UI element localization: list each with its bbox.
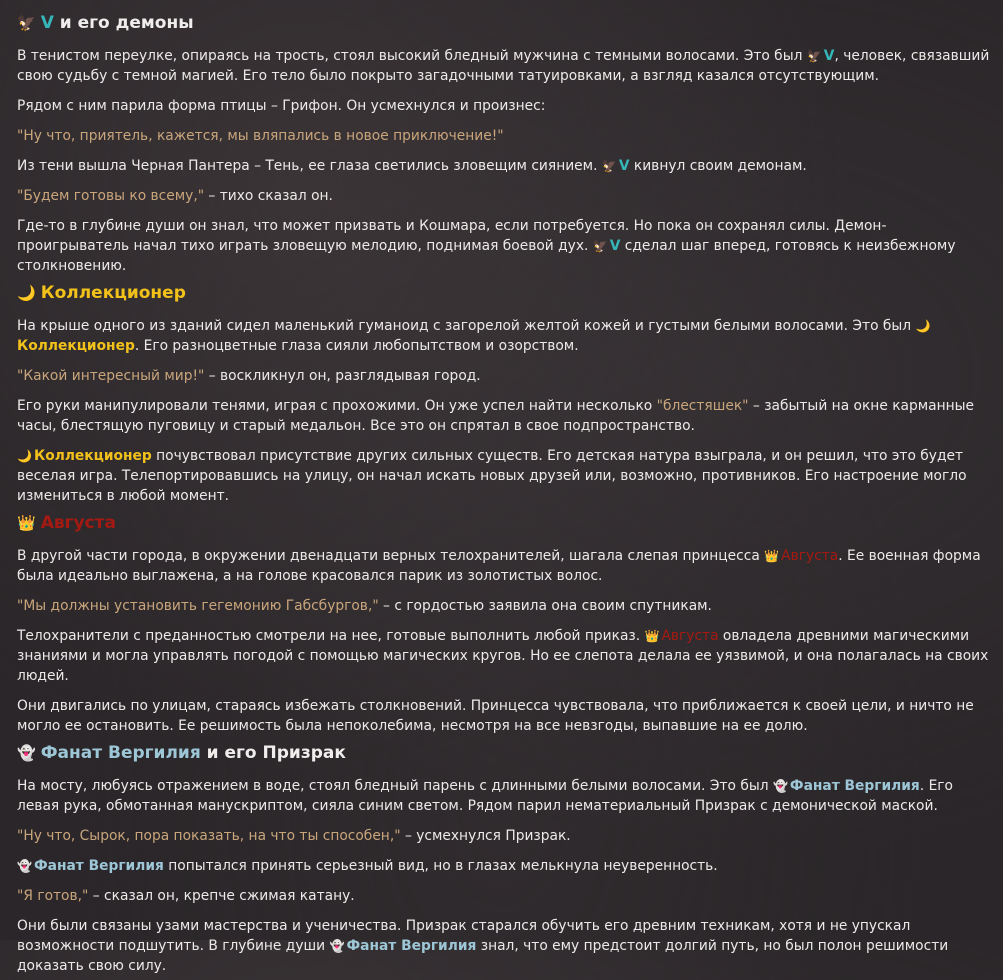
character-name: Августа <box>781 548 839 564</box>
narrative-text: – с гордостью заявила она своим спутникам. <box>378 598 712 614</box>
paragraph-gap <box>17 586 993 596</box>
ghost-icon: 👻 <box>17 859 32 873</box>
crescent-moon-icon: 🌙 <box>17 449 32 463</box>
paragraph-gap <box>17 906 993 916</box>
narrative-text: , человек, связавший свою судьбу с темной магией. Его тело было покрыто загадочными татуировками, а взгляд казался отсутствующим. <box>17 48 990 84</box>
crescent-moon-icon: 🌙 <box>17 284 36 302</box>
narrative-text: На крыше одного из зданий сидел маленький гуманоид с загорелой желтой кожей и густыми белыми волосами. Это был <box>17 318 916 334</box>
paragraph-gap <box>17 846 993 856</box>
narrative-text: . Его разноцветные глаза сияли любопытством и озорством. <box>134 338 579 354</box>
paragraph-gap <box>17 436 993 446</box>
section-heading-name: Августа <box>40 513 116 533</box>
paragraph-gap <box>17 86 993 96</box>
narrative-text: Рядом с ним парила форма птицы – Грифон. Он усмехнулся и произнес: <box>17 98 546 114</box>
character-name: V <box>823 48 835 64</box>
paragraph-gap <box>17 876 993 886</box>
story-paragraph <box>17 366 993 386</box>
story-paragraph <box>17 776 993 816</box>
section-heading <box>17 740 993 766</box>
narrative-text: Его руки манипулировали тенями, играя с прохожими. Он уже успел найти несколько <box>17 398 657 414</box>
paragraph-gap <box>17 386 993 396</box>
narrative-text: . Его левая рука, обмотанная манускриптом, сияла синим светом. Рядом парил нематериальный Призрак с демонической маской. <box>17 778 953 814</box>
story-paragraph <box>17 96 993 116</box>
narrative-text: попытался принять серьезный вид, но в глазах мелькнула неуверенность. <box>163 858 718 874</box>
character-section <box>17 0 993 280</box>
story-paragraph <box>17 396 993 436</box>
narrative-text: . Ее военная форма была идеально выглажена, а на голове красовался парик из золотистых волос. <box>17 548 981 584</box>
paragraph-gap <box>17 686 993 696</box>
story-paragraph <box>17 316 993 356</box>
narrative-text: – сказал он, крепче сжимая катану. <box>88 888 355 904</box>
story-paragraph <box>17 446 993 506</box>
story-paragraph <box>17 186 993 206</box>
story-paragraph <box>17 696 993 736</box>
paragraph-gap <box>17 36 993 46</box>
dialogue-quote: "Я готов," <box>17 888 89 904</box>
story-paragraph <box>17 216 993 276</box>
narrative-text: – забытый на окне карманные часы, блестящую пуговицу и старый медальон. Все это он спрятал в свое подпространство. <box>17 398 975 434</box>
story-paragraph <box>17 546 993 586</box>
dialogue-quote: "блестяшек" <box>656 398 749 414</box>
character-section <box>17 740 993 980</box>
story-paragraph <box>17 916 993 976</box>
story-paragraph <box>17 156 993 176</box>
paragraph-gap <box>17 206 993 216</box>
ghost-icon: 👻 <box>772 779 788 793</box>
section-heading <box>17 0 993 36</box>
character-name: Фанат Вергилия <box>789 778 920 794</box>
section-heading <box>17 510 993 536</box>
narrative-text: Телохранители с преданностью смотрели на нее, готовые выполнить любой приказ. <box>17 628 645 644</box>
character-section <box>17 280 993 510</box>
paragraph-gap <box>17 146 993 156</box>
eagle-icon: 🦅 <box>601 159 617 173</box>
narrative-text: Где-то в глубине души он знал, что может призвать и Кошмара, если потребуется. Но пока он сохранял силы. Демон-проигрыватель начал тихо играть зловещую мелодию, поднимая боевой дух. <box>17 218 887 254</box>
section-gap <box>17 976 993 980</box>
story-paragraph <box>17 826 993 846</box>
narrative-text: Из тени вышла Черная Пантера – Тень, ее глаза светились зловещим сиянием. <box>17 158 602 174</box>
story-paragraph <box>17 46 993 86</box>
paragraph-gap <box>17 616 993 626</box>
narrative-text: – усмехнулся Призрак. <box>400 828 571 844</box>
character-name: Коллекционер <box>17 338 135 354</box>
paragraph-gap <box>17 116 993 126</box>
character-name: Августа <box>661 628 719 644</box>
character-name: Коллекционер <box>33 448 152 464</box>
section-heading-suffix: и его Призрак <box>200 743 346 763</box>
character-name: V <box>618 158 630 174</box>
dialogue-quote: "Ну что, Сырок, пора показать, на что ты способен," <box>17 828 401 844</box>
narrative-text: – воскликнул он, разглядывая город. <box>204 368 481 384</box>
narrative-text: почувствовал присутствие других сильных существ. Его детская натура взыграла, и он решил, что это будет веселая игра. Телепортировавшись на улицу, он начал искать новых друзей или, возможно, противников. Его настроение могло измениться в любой момент. <box>17 448 967 504</box>
section-heading-name: Фанат Вергилия <box>40 743 201 763</box>
crown-icon: 👑 <box>644 629 660 643</box>
eagle-icon: 🦅 <box>17 14 36 32</box>
section-heading-name: Коллекционер <box>40 283 186 303</box>
narrative-text: В тенистом переулке, опираясь на трость, стоял высокий бледный мужчина с темными волосами. Это был <box>17 48 807 64</box>
story-paragraph <box>17 596 993 616</box>
crown-icon: 👑 <box>764 549 780 563</box>
dialogue-quote: "Мы должны установить гегемонию Габсбургов," <box>17 598 379 614</box>
character-name: Фанат Вергилия <box>33 858 164 874</box>
ghost-icon: 👻 <box>17 744 36 762</box>
crescent-moon-icon: 🌙 <box>915 319 931 333</box>
narrative-text: В другой части города, в окружении двенадцати верных телохранителей, шагала слепая принцесса <box>17 548 765 564</box>
ghost-icon: 👻 <box>329 939 345 953</box>
narrative-text: Они двигались по улицам, стараясь избежать столкновений. Принцесса чувствовала, что приближается к своей цели, и ничто не могло ее остановить. Ее решимость была непоколебима, несмотря на все невзгоды, выпавшие на ее долю. <box>17 698 974 734</box>
character-section <box>17 510 993 740</box>
story-container <box>17 0 993 974</box>
narrative-text: Они были связаны узами мастерства и ученичества. Призрак старался обучить его древним техникам, хотя и не упускал возможности подшутить. В глубине души <box>17 918 911 954</box>
eagle-icon: 🦅 <box>806 49 822 63</box>
section-heading-suffix: и его демоны <box>53 13 194 33</box>
dialogue-quote: "Будем готовы ко всему," <box>17 188 205 204</box>
dialogue-quote: "Какой интересный мир!" <box>17 368 205 384</box>
paragraph-gap <box>17 816 993 826</box>
paragraph-gap <box>17 536 993 546</box>
eagle-icon: 🦅 <box>592 239 608 253</box>
paragraph-gap <box>17 766 993 776</box>
narrative-text: знал, что ему предстоит долгий путь, но был полон решимости доказать свою силу. <box>17 938 949 974</box>
character-name: Фанат Вергилия <box>346 938 477 954</box>
paragraph-gap <box>17 306 993 316</box>
character-name: V <box>609 238 621 254</box>
section-heading-name: V <box>40 13 54 33</box>
narrative-text: кивнул своим демонам. <box>629 158 807 174</box>
story-paragraph <box>17 886 993 906</box>
narrative-text: сделал шаг вперед, готовясь к неизбежному столкновению. <box>17 238 956 274</box>
section-heading <box>17 280 993 306</box>
story-paragraph <box>17 856 993 876</box>
narrative-text: овладела древними магическими знаниями и могла управлять погодой с помощью магических кругов. Но ее слепота делала ее уязвимой, и она полагалась на своих людей. <box>17 628 989 684</box>
story-paragraph <box>17 626 993 686</box>
crown-icon: 👑 <box>17 514 36 532</box>
dialogue-quote: "Ну что, приятель, кажется, мы вляпались в новое приключение!" <box>17 128 504 144</box>
narrative-text: На мосту, любуясь отражением в воде, стоял бледный парень с длинными белыми волосами. Это был <box>17 778 773 794</box>
story-paragraph <box>17 126 993 146</box>
paragraph-gap <box>17 356 993 366</box>
paragraph-gap <box>17 176 993 186</box>
narrative-text: – тихо сказал он. <box>204 188 333 204</box>
